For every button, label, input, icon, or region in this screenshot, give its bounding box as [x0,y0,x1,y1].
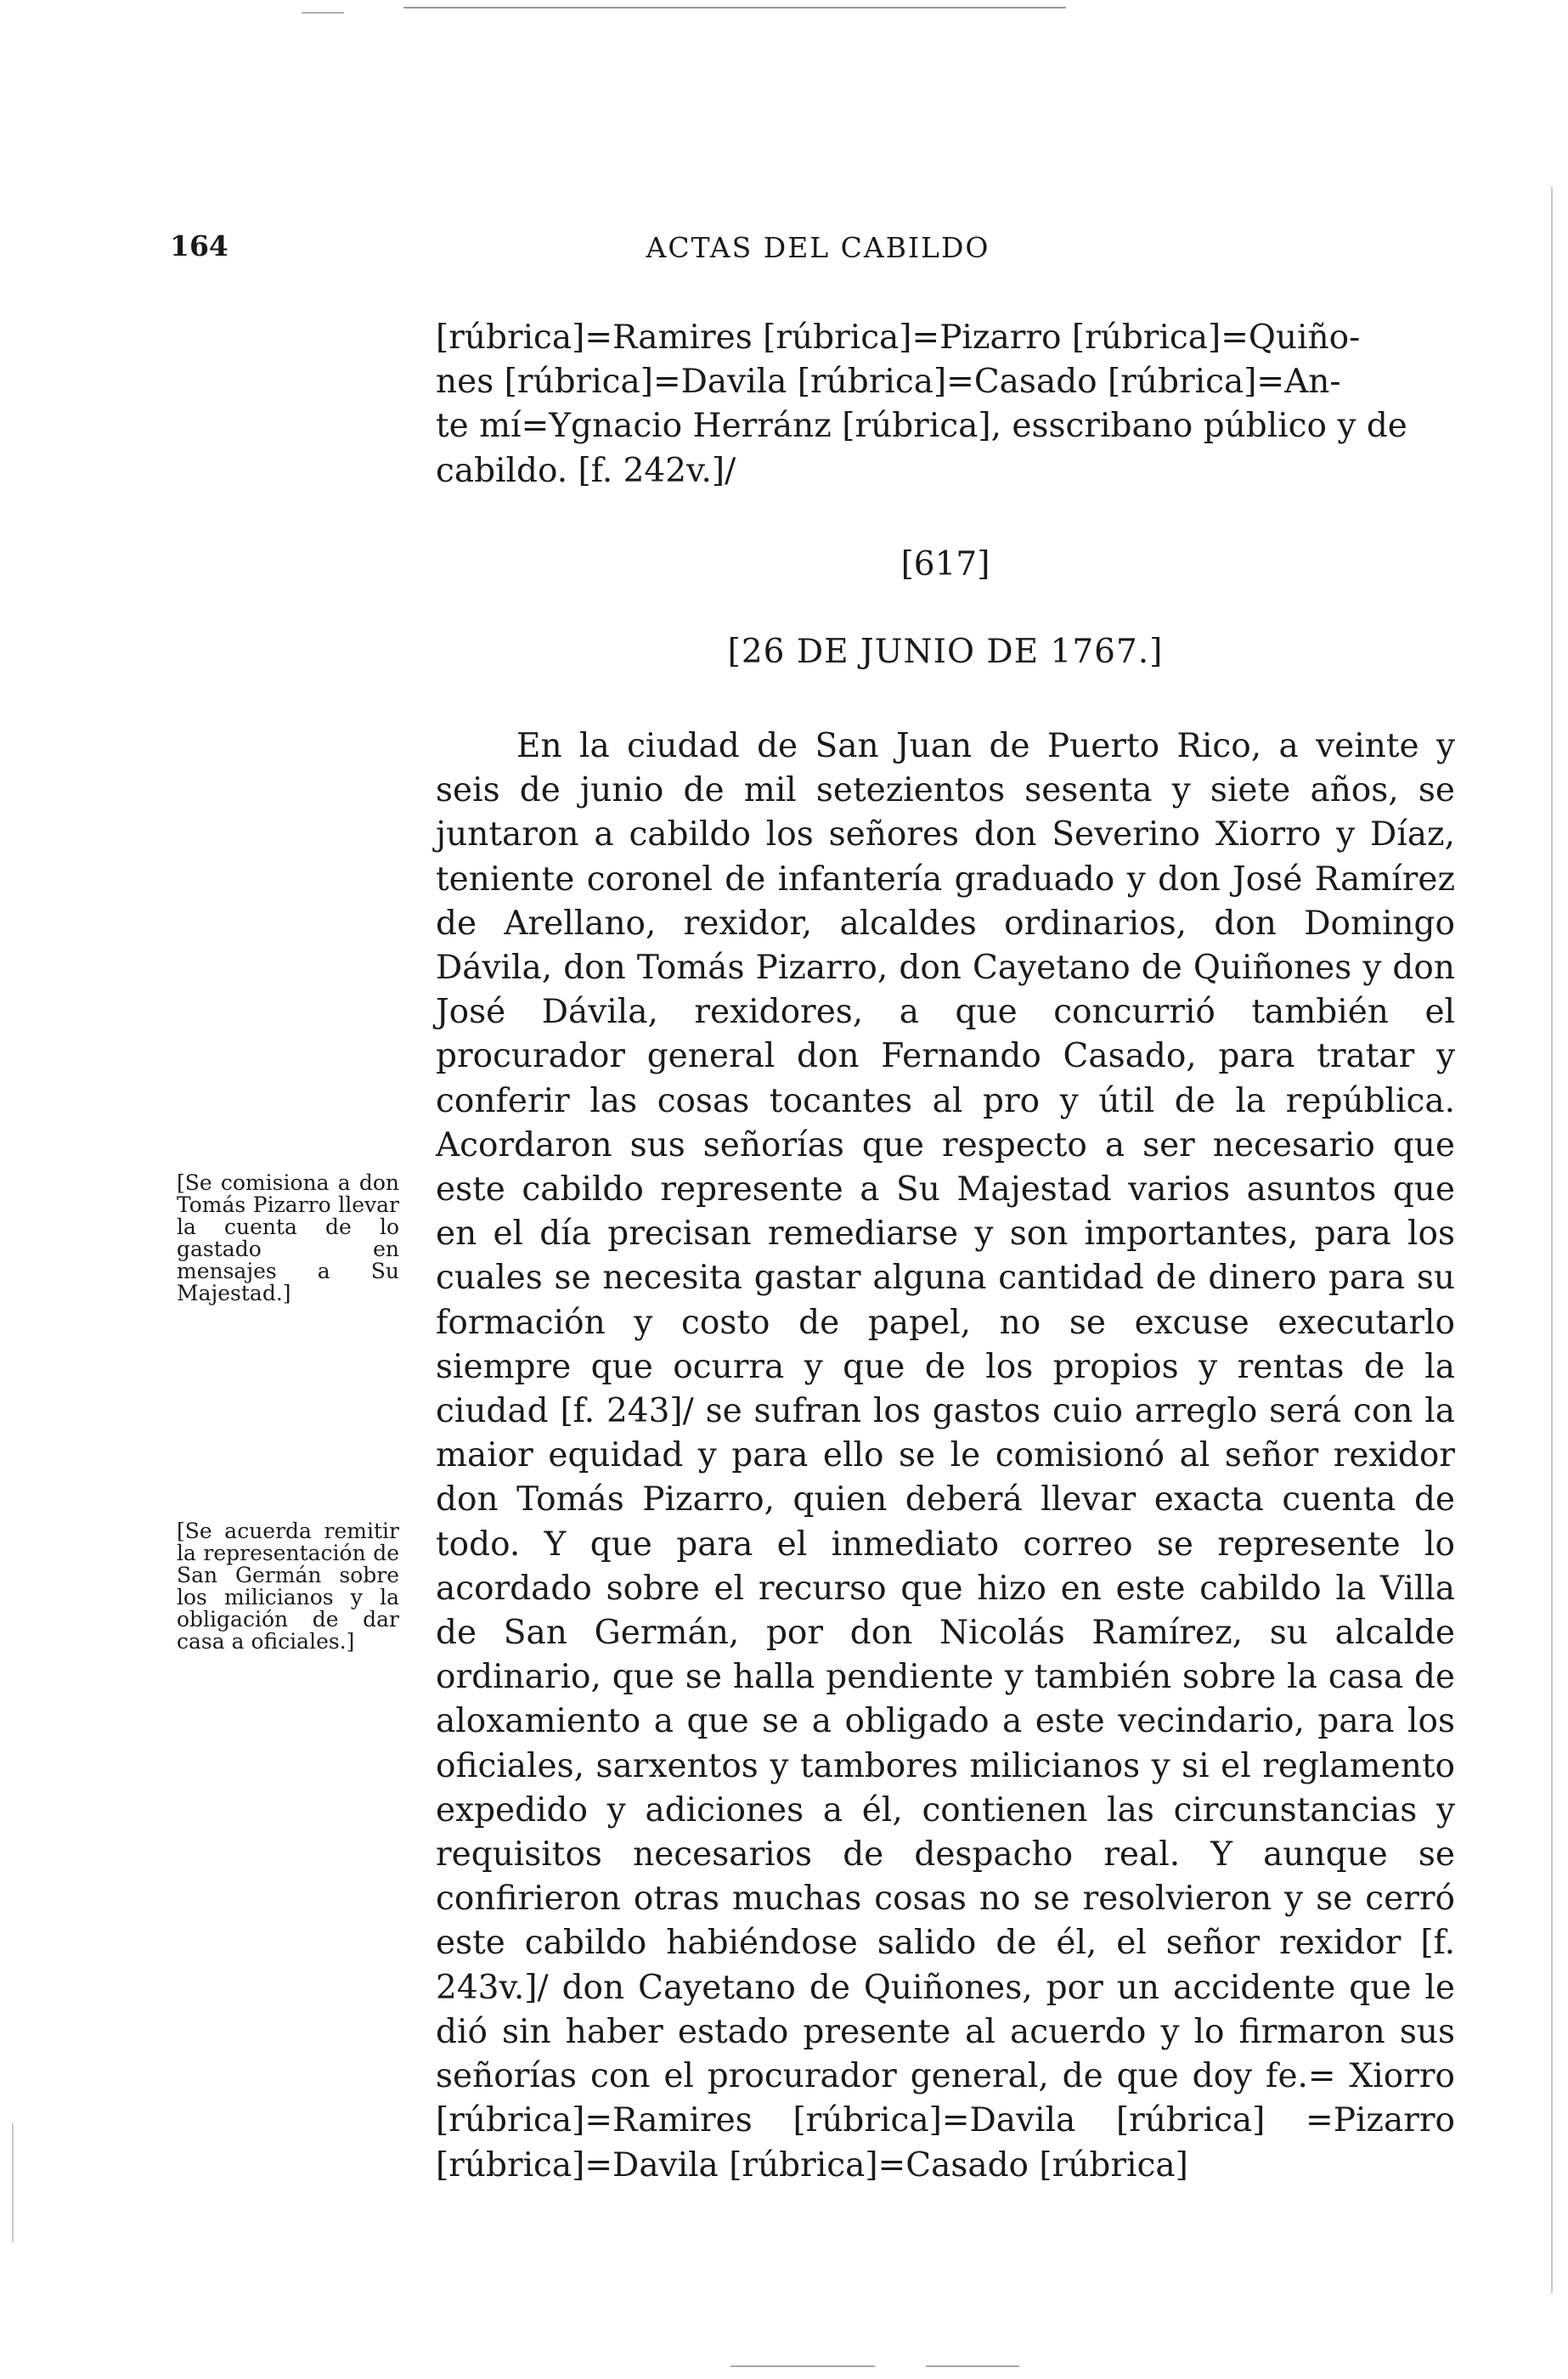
scan-edge-line-top-short [302,12,344,14]
act-body [436,724,1455,2188]
scan-edge-line-right [1551,187,1553,2293]
act-body-paragraph: En la ciudad de San Juan de Puerto Rico, a veinte y seis de junio de mil setezientos sesenta y siete años, se juntaron a cabildo los señores don Severino Xiorro y Díaz, teniente coronel de infantería graduado y don José Ramírez de Arellano, rexidor, alcaldes ordinarios, don Domingo Dávila, don Tomás Pizarro, don Cayetano de Quiñones y don José Dávila, rexidores, a que concurrió también el procurador general don Fernando Casado, para tratar y conferir las cosas tocantes al pro y útil de la república. Acordaron sus señorías que respecto a ser necesario que este cabildo represente a Su Majestad varios asuntos que en el día precisan remediarse y son importantes, para los cuales se necesita gastar alguna cantidad de dinero para su formación y costo de papel, no se excuse executarlo siempre que ocurra y que de los propios y rentas de la ciudad [f. 243]/ se sufran los gastos cuio arreglo será con la maior equidad y para ello se le comisionó al señor rexidor don Tomás Pizarro, quien deberá llevar exacta cuenta de todo. Y que para el inmediato correo se represente lo acordado sobre el recurso que hizo en este cabildo la Villa de San Germán, por don Nicolás Ramírez, su alcalde ordinario, que se halla pendiente y también sobre la casa de aloxamiento a que se a obligado a este vecindario, para los oficiales, sarxentos y tambores milicianos y si el reglamento expedido y adiciones a él, contienen las circunstancias y requisitos necesarios de despacho real. Y aunque se confirieron otras muchas cosas no se resolvieron y se cerró este cabildo habiéndose salido de él, el señor rexidor [f. 243v.]/ don Cayetano de Quiñones, por un accidente que le dió sin haber estado presente al acuerdo y lo firmaron sus señorías con el procurador general, de que doy fe.= Xiorro [rúbrica]=Ramires [rúbrica]=Davila [rúbrica] =Pizarro [rúbrica]=Davila [rúbrica]=Casado [rúbrica] [436,727,1455,2185]
scan-edge-line-bottom [730,2365,875,2367]
scan-edge-line-bottom-2 [926,2365,1019,2367]
page-number: 164 [170,229,228,262]
margin-note-commission: [Se comisiona a don Tomás Pizarro llevar la cuenta de lo gastado en mensajes a Su Majestad.] [177,1170,399,1305]
opening-line-2: nes [rúbrica]=Davila [rúbrica]=Casado [rúbrica]=An- [436,363,1341,402]
opening-line-1: [rúbrica]=Ramires [rúbrica]=Pizarro [rúbrica]=Quiño- [436,319,1361,357]
margin-note-san-german: [Se acuerda remitir la representación de San Germán sobre los milicianos y la obligación de dar casa a oficiales.] [177,1519,399,1654]
scan-edge-line-top [403,7,1066,8]
opening-line-4: cabildo. [f. 242v.]/ [436,451,736,490]
opening-signatures [436,316,1455,493]
scan-edge-line-left [12,2123,14,2242]
running-title: ACTAS DEL CABILDO [646,231,990,264]
act-date: [26 DE JUNIO DE 1767.] [727,633,1164,671]
opening-line-3: te mí=Ygnacio Herránz [rúbrica], esscribano público y de [436,407,1407,446]
act-number: [617] [900,545,990,583]
